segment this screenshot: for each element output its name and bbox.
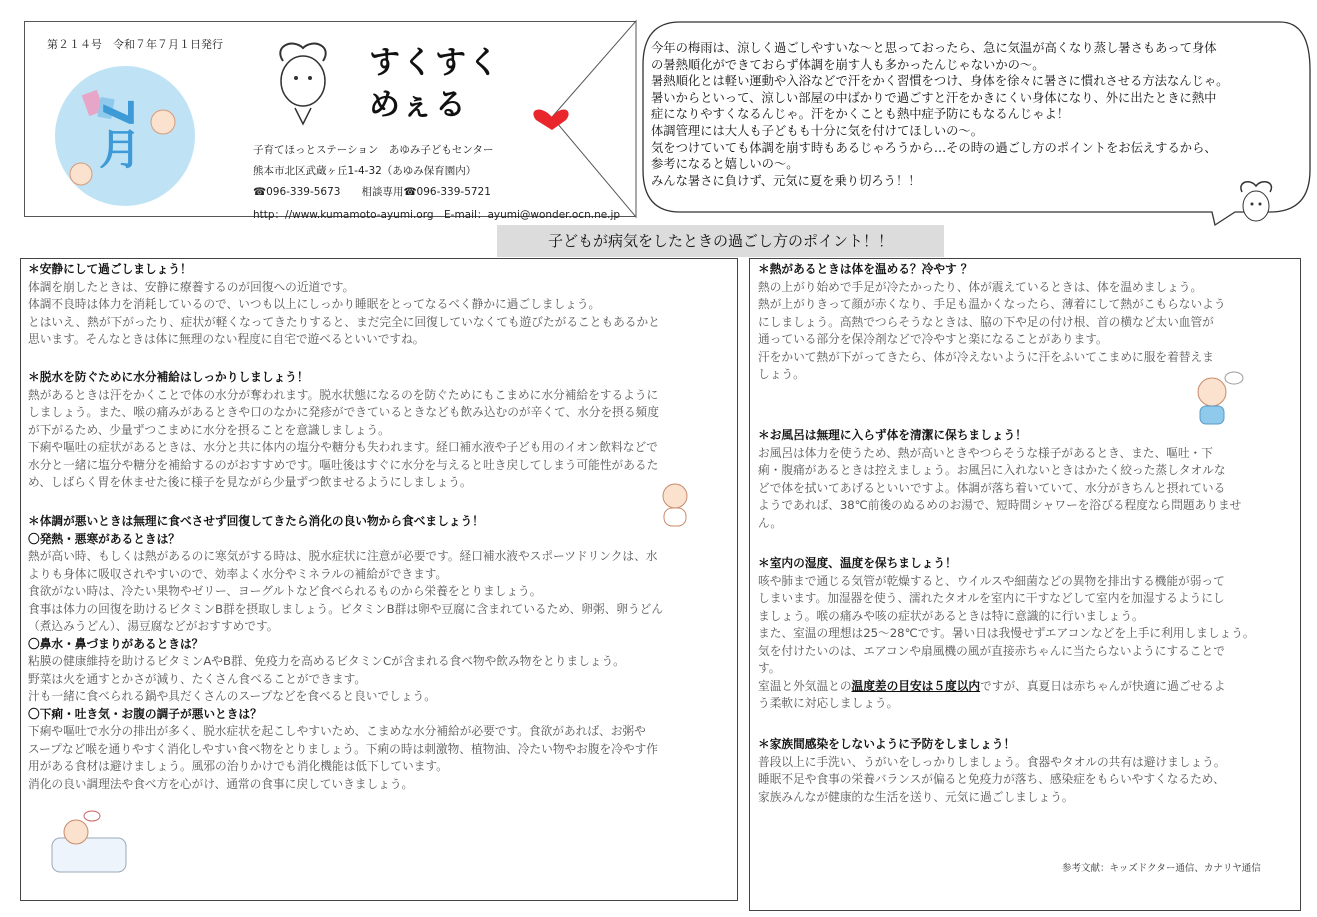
org-web: http：//www.kumamoto-ayumi.org E-mail：ayumi@wonder.ocn.ne.jp (253, 209, 621, 221)
org-phone: ☎096-339-5673 相談専用☎096-339-5721 (253, 186, 491, 198)
section-bath: ＊お風呂は無理に入らず体を清潔に保ちましょう！ お風呂は体力を使うため、熱が高いときやつらそうな様子があるとき、また、嘔吐・下 痢・腹痛があるときは控えましょう。お風呂に入れないときはかたく絞った蒸しタオルな どで体を拭いてあげるといいですよ。体調が落ち着いていて、水分がきちんと摂れている ようであれば、38℃前後のぬるめのお湯で、短時間シャワーを浴びる程度なら問題ありませ ん。 (758, 428, 1242, 530)
crying-baby-icon (1186, 370, 1246, 428)
newsletter-title: すくすく めぇる (369, 45, 501, 123)
sick-child-icon (44, 808, 134, 878)
references: 参考文献：キッズドクター通信、カナリヤ通信 (1062, 863, 1261, 874)
org-address: 熊本市北区武蔵ヶ丘1-4-32（あゆみ保育園内） (253, 165, 477, 177)
section-hydration: ＊脱水を防ぐために水分補給はしっかりしましょう！ 熱があるときは汗をかくことで体の水分が奪われます。脱水状態になるのを防ぐためにもこまめに水分補給をするように しましょう。また、喉の痛みがあるときや口のなかに発疹ができているときなども飲み込むのが辛くて、水分を摂る頻度 が下がるため、少量ずつこまめに水分を摂ることを意識しましょう。 下痢や嘔吐の症状があるときは、水分と共に体内の塩分や糖分も失われます。経口補水液や子ども用のイオン飲料などで 水分と一緒に塩分や糖分を補給するのがおすすめです。嘔吐後はすぐに水分を与えると吐き戻してしまう可能性があるた め、しばらく胃を休ませた後に様子を見ながら少量ずつ飲ませるようにしましょう。 (28, 370, 659, 489)
month-badge: 7月 (93, 98, 142, 170)
section-rest: ＊安静にして過ごしましょう！ 体調を崩したときは、安静に療養するのが回復への近道です。 体調不良時は体力を消耗しているので、いつも以上にしっかり睡眠をとってなるべく静かに過ごしましょう。 とはいえ、熱が下がったり、症状が軽くなってきたりすると、まだ完全に回復していなくても遊びたがることもあるかと 思います。そんなときは体に無理のない程度に自宅で遊べるといいですね。 (28, 262, 660, 346)
section-humidity: ＊室内の湿度、温度を保ちましょう！ 咳や肺まで通じる気管が乾燥すると、ウイルスや細菌などの異物を排出する機能が弱って しまいます。加湿器を使う、濡れたタオルを室内に干すなどして室内を加湿するようにし ましょう。喉の痛みや咳の症状があるときは特に意識的に行いましょう。 また、室温の理想は25～28℃です。暑い日は我慢せずエアコンなどを上手に利用しましょう。 気を付けたいのは、エアコンや扇風機の風が直接赤ちゃんに当たらないようにすることで す。 室温と外気温との温度差の目安は５度以内ですが、真夏日は赤ちゃんが快適に過ごせるよ う柔軟に対応しましょう。 (758, 556, 1255, 710)
org-name: 子育てほっとステーション あゆみ子どもセンター (253, 144, 494, 156)
intro-message: 今年の梅雨は、涼しく過ごしやすいな～と思っておったら、急に気温が高くなり蒸し暑さもあって身体 の暑熱順化ができておらず体調を崩す人も多かったんじゃないかの～。 暑熱順化とは軽い運動や入浴などで汗をかく習慣をつけ、身体を徐々に暑さに慣れさせる方法なんじゃ。 暑いからといって、涼しい部屋の中ばかりで過ごすと汗をかきにくい身体になり、外に出たときに熱中 症になりやすくなるんじゃ。汗をかくことも熱中症予防にもなるんじゃよ！ 体調管理には大人も子どもも十分に気を付けてほしいの～。 気をつけていても体調を崩す時もあるじゃろうから…その時の過ごし方のポイントをお伝えするから、 参考になると嬉しいの～。 みんな暑さに負けず、元気に夏を乗り切ろう！！ (651, 41, 1229, 188)
section-food: ＊体調が悪いときは無理に食べさせず回復してきたら消化の良い物から食べましょう！ 〇発熱・悪寒があるときは？ 熱が高い時、もしくは熱があるのに寒気がする時は、脱水症状に注意が必要です。経口補水液やスポーツドリンクは、水 よりも身体に吸収されやすいので、効率よく水分やミネラルの補給ができます。 食欲がない時は、冷たい果物やゼリー、ヨーグルトなど食べられるものから栄養をとりましょう。 食事は体力の回復を助けるビタミンB群を摂取しましょう。ビタミンB群は卵や豆腐に含まれているため、卵粥、卵うどん （煮込みうどん）、湯豆腐などがおすすめです。 〇鼻水・鼻づまりがあるときは？ 粘膜の健康維持を助けるビタミンAやB群、免疫力を高めるビタミンCが含まれる食べ物や飲み物をとりましょう。 野菜は火を通すとかさが減り、たくさん食べることができます。 汁も一緒に食べられる鍋や具だくさんのスープなどを食べると良いでしょう。 〇下痢・吐き気・お腹の調子が悪いときは？ 下痢や嘔吐で水分の排出が多く、脱水症状を起こしやすいため、こまめな水分補給が必要です。食欲があれば、お粥や スープなど喉を通りやすく消化しやすい食べ物をとりましょう。下痢の時は刺激物、植物油、冷たい物やお腹を冷やす作 用がある食材は避けましょう。風邪の治りかけでも消化機能は低下しています。 消化の良い調理法や食べ方を心がけ、通常の食事に戻していきましょう。 (28, 514, 664, 791)
temperature-diff-highlight: 温度差の目安は５度以内 (851, 678, 981, 693)
goat-small-icon (1232, 178, 1282, 230)
section-fever: ＊熱があるときは体を温める？冷やす ？ 熱の上がり始めで手足が冷たかったり、体が震えているときは、体を温めましょう。 熱が上がりきって顔が赤くなり、手足も温かくなったら、薄着にして熱がこもらないよう にしましょう。高熱でつらそうなときは、脇の下や足の付け根、首の横など太い血管が 通っている部分を保冷剤などで冷やすと楽になることがあります。 汗をかいて熱が下がってきたら、体が冷えないように汗をふいてこまめに服を着替えま しょう。 (758, 262, 1226, 381)
section-family-infection: ＊家族間感染をしないように予防をしましょう！ 普段以上に手洗い、うがいをしっかりしましょう。食器やタオルの共有は避けましょう。 睡眠不足や食事の栄養バランスが偏ると免疫力が落ち、感染症をもらいやすくなるため、 家族みんなが健康的な生活を送り、元気に過ごしましょう。 (758, 737, 1226, 804)
issue-info: 第２１４号 令和７年７月１日発行 (47, 38, 223, 51)
section-banner: 子どもが病気をしたときの過ごし方のポイント！！ (497, 225, 944, 257)
